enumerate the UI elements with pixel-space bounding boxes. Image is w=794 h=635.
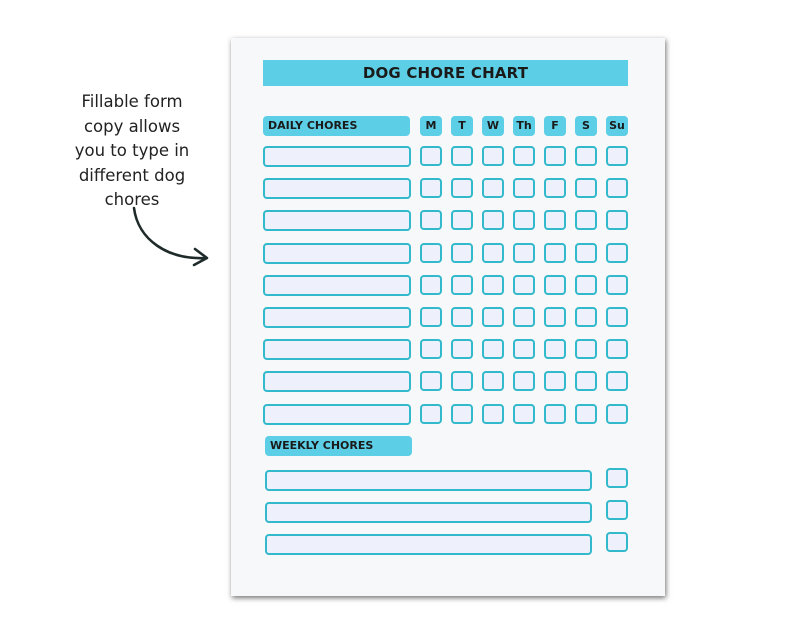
day-checkbox[interactable] — [575, 371, 597, 391]
day-checkbox[interactable] — [544, 275, 566, 295]
day-checkbox[interactable] — [513, 404, 535, 424]
day-checkbox[interactable] — [513, 371, 535, 391]
day-checkbox[interactable] — [513, 243, 535, 263]
day-checkbox[interactable] — [544, 243, 566, 263]
day-checkbox[interactable] — [420, 404, 442, 424]
annotation-line: you to type in — [74, 141, 190, 160]
day-checkbox[interactable] — [513, 178, 535, 198]
day-checkbox[interactable] — [451, 243, 473, 263]
day-checkbox[interactable] — [606, 210, 628, 230]
day-checkbox[interactable] — [544, 371, 566, 391]
day-checkbox[interactable] — [544, 178, 566, 198]
day-checkbox[interactable] — [451, 146, 473, 166]
day-checkbox[interactable] — [544, 210, 566, 230]
annotation-line: Fillable form — [81, 92, 183, 111]
day-checkbox[interactable] — [420, 371, 442, 391]
day-checkbox[interactable] — [606, 275, 628, 295]
daily-chore-field[interactable] — [263, 307, 411, 328]
weekly-checkbox[interactable] — [606, 500, 628, 520]
weekly-chore-field[interactable] — [265, 470, 592, 491]
day-checkbox[interactable] — [482, 404, 504, 424]
day-header-thu: Th — [513, 116, 535, 136]
annotation-line: chores — [104, 190, 160, 209]
day-checkbox[interactable] — [575, 146, 597, 166]
daily-chore-field[interactable] — [263, 275, 411, 296]
day-checkbox[interactable] — [513, 210, 535, 230]
daily-chore-field[interactable] — [263, 210, 411, 231]
day-checkbox[interactable] — [451, 178, 473, 198]
day-header-tue: T — [451, 116, 473, 136]
day-checkbox[interactable] — [420, 178, 442, 198]
day-checkbox[interactable] — [420, 210, 442, 230]
day-checkbox[interactable] — [451, 275, 473, 295]
day-checkbox[interactable] — [575, 210, 597, 230]
annotation-line: different dog — [78, 165, 186, 185]
daily-chore-field[interactable] — [263, 243, 411, 264]
day-checkbox[interactable] — [451, 404, 473, 424]
day-checkbox[interactable] — [420, 307, 442, 327]
day-checkbox[interactable] — [575, 339, 597, 359]
day-header-mon: M — [420, 116, 442, 136]
day-checkbox[interactable] — [606, 243, 628, 263]
weekly-checkbox[interactable] — [606, 532, 628, 552]
daily-chore-field[interactable] — [263, 146, 411, 167]
daily-chore-field[interactable] — [263, 404, 411, 425]
day-header-sun: Su — [606, 116, 628, 136]
day-checkbox[interactable] — [420, 275, 442, 295]
day-checkbox[interactable] — [451, 339, 473, 359]
day-checkbox[interactable] — [606, 307, 628, 327]
day-checkbox[interactable] — [544, 339, 566, 359]
day-checkbox[interactable] — [482, 210, 504, 230]
daily-chore-field[interactable] — [263, 371, 411, 392]
page-title: DOG CHORE CHART — [362, 64, 529, 82]
day-checkbox[interactable] — [606, 146, 628, 166]
daily-chore-field[interactable] — [263, 339, 411, 360]
day-checkbox[interactable] — [575, 178, 597, 198]
day-checkbox[interactable] — [544, 404, 566, 424]
day-header-fri: F — [544, 116, 566, 136]
day-checkbox[interactable] — [606, 178, 628, 198]
day-checkbox[interactable] — [544, 307, 566, 327]
daily-chore-field[interactable] — [263, 178, 411, 199]
day-checkbox[interactable] — [513, 275, 535, 295]
day-header-wed: W — [482, 116, 504, 136]
chore-chart-page — [231, 38, 665, 596]
day-checkbox[interactable] — [482, 275, 504, 295]
day-checkbox[interactable] — [482, 146, 504, 166]
weekly-checkbox[interactable] — [606, 468, 628, 488]
day-checkbox[interactable] — [420, 339, 442, 359]
day-checkbox[interactable] — [451, 371, 473, 391]
day-checkbox[interactable] — [420, 243, 442, 263]
day-checkbox[interactable] — [606, 371, 628, 391]
day-header-sat: S — [575, 116, 597, 136]
day-checkbox[interactable] — [513, 307, 535, 327]
day-checkbox[interactable] — [420, 146, 442, 166]
day-checkbox[interactable] — [513, 339, 535, 359]
day-checkbox[interactable] — [451, 307, 473, 327]
curved-arrow-icon — [120, 200, 220, 280]
day-checkbox[interactable] — [606, 339, 628, 359]
day-checkbox[interactable] — [451, 210, 473, 230]
weekly-chore-field[interactable] — [265, 534, 592, 555]
day-checkbox[interactable] — [575, 243, 597, 263]
day-checkbox[interactable] — [482, 243, 504, 263]
weekly-chores-header: WEEKLY CHORES — [265, 436, 412, 456]
day-checkbox[interactable] — [575, 404, 597, 424]
annotation-line: copy allows — [83, 116, 181, 136]
day-checkbox[interactable] — [482, 307, 504, 327]
day-checkbox[interactable] — [575, 275, 597, 295]
day-checkbox[interactable] — [482, 178, 504, 198]
day-checkbox[interactable] — [575, 307, 597, 327]
day-checkbox[interactable] — [482, 339, 504, 359]
title-bar — [263, 60, 628, 86]
weekly-chore-field[interactable] — [265, 502, 592, 523]
daily-chores-header: DAILY CHORES — [263, 116, 410, 136]
day-checkbox[interactable] — [544, 146, 566, 166]
day-checkbox[interactable] — [513, 146, 535, 166]
day-checkbox[interactable] — [482, 371, 504, 391]
day-checkbox[interactable] — [606, 404, 628, 424]
annotation-text — [58, 90, 206, 213]
